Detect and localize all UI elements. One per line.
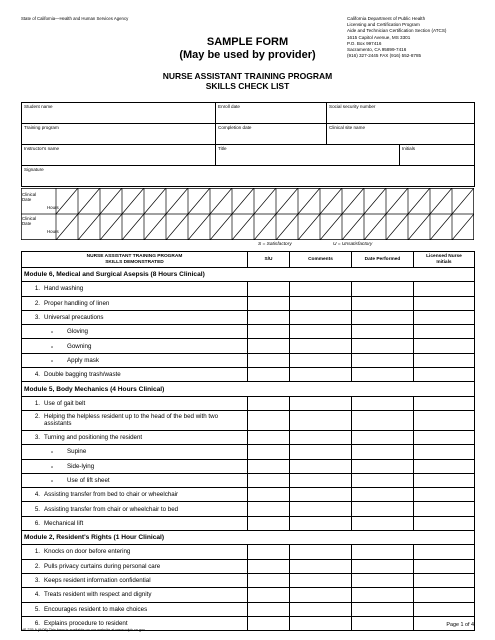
program-title: NURSE ASSISTANT TRAINING PROGRAM bbox=[162, 71, 333, 81]
date-hours-divider bbox=[210, 214, 232, 240]
date-performed-cell[interactable] bbox=[352, 282, 414, 296]
skills-header-row bbox=[22, 252, 475, 268]
skills-column-header: NURSE ASSISTANT TRAINING PROGRAM SKILLS DEMONSTRATED bbox=[22, 252, 248, 268]
date-performed-cell[interactable] bbox=[352, 559, 414, 573]
date-hours-divider bbox=[122, 188, 144, 214]
skill-name-cell bbox=[22, 410, 248, 430]
nurse-initials-cell[interactable] bbox=[414, 588, 475, 602]
comments-cell[interactable] bbox=[290, 459, 352, 473]
date-performed-cell[interactable] bbox=[352, 296, 414, 310]
date-performed-cell[interactable] bbox=[352, 488, 414, 502]
skill-name-cell bbox=[22, 502, 248, 516]
skill-name-cell bbox=[22, 488, 248, 502]
su-cell[interactable] bbox=[248, 296, 290, 310]
bullet-icon: o bbox=[51, 344, 53, 349]
agency-right-line: (916) 327-2445 FAX (916) 552-8785 bbox=[347, 53, 422, 59]
su-cell[interactable] bbox=[248, 488, 290, 502]
skill-number: 1. bbox=[34, 399, 40, 407]
checklist-title: SKILLS CHECK LIST bbox=[205, 81, 290, 91]
su-cell[interactable] bbox=[248, 396, 290, 410]
hours-label: Hours bbox=[47, 229, 59, 234]
su-cell[interactable] bbox=[248, 325, 290, 339]
nurse-initials-cell[interactable] bbox=[414, 339, 475, 353]
legend-unsatisfactory: U = Unsatisfactory bbox=[333, 242, 373, 247]
bullet-icon: o bbox=[51, 450, 53, 455]
su-cell[interactable] bbox=[248, 573, 290, 587]
date-performed-cell[interactable] bbox=[352, 310, 414, 324]
date-hours-divider bbox=[276, 188, 298, 214]
skill-text: Hand washing bbox=[44, 285, 84, 293]
skill-name-cell bbox=[22, 516, 248, 530]
skill-row bbox=[22, 368, 475, 382]
skill-name-cell bbox=[22, 573, 248, 587]
training-program-label: Training program bbox=[24, 125, 59, 130]
su-cell[interactable] bbox=[248, 473, 290, 487]
comments-cell[interactable] bbox=[290, 616, 352, 630]
date-hours-divider bbox=[364, 214, 386, 240]
date-hours-divider bbox=[364, 188, 386, 214]
date-performed-cell[interactable] bbox=[352, 445, 414, 459]
nurse-initials-cell[interactable] bbox=[414, 353, 475, 367]
student-name-field[interactable] bbox=[22, 103, 216, 124]
skill-text: Mechanical lift bbox=[44, 519, 84, 527]
skill-text: Double bagging trash/waste bbox=[44, 371, 121, 379]
skill-row bbox=[22, 445, 475, 459]
module-title-text: Module 6, Medical and Surgical Asepsis (8 Hours Clinical) bbox=[24, 271, 205, 279]
comments-cell[interactable] bbox=[290, 282, 352, 296]
skill-number: 2. bbox=[34, 299, 40, 307]
comments-column-header: Comments bbox=[290, 252, 352, 268]
skill-name-cell bbox=[22, 602, 248, 616]
agency-right-line: California Department of Public Health bbox=[347, 16, 426, 21]
nurse-initials-column-header: Licensed Nurse Initials bbox=[414, 252, 475, 268]
nurse-initials-cell[interactable] bbox=[414, 459, 475, 473]
skill-text: Explains procedure to resident bbox=[44, 619, 128, 627]
date-hours-divider bbox=[78, 188, 100, 214]
module-row bbox=[22, 531, 475, 545]
bullet-icon: o bbox=[51, 330, 53, 335]
signature-field[interactable] bbox=[22, 166, 475, 187]
su-cell[interactable] bbox=[248, 502, 290, 516]
skill-text: Encourages resident to make choices bbox=[44, 605, 148, 613]
date-hours-divider bbox=[408, 214, 430, 240]
comments-cell[interactable] bbox=[290, 410, 352, 430]
skill-row bbox=[22, 602, 475, 616]
nurse-initials-cell[interactable] bbox=[414, 325, 475, 339]
skills-table bbox=[21, 251, 475, 631]
date-hours-divider bbox=[342, 188, 364, 214]
instructor-name-field[interactable] bbox=[22, 145, 216, 166]
date-hours-divider bbox=[386, 188, 408, 214]
bullet-icon: o bbox=[51, 479, 53, 483]
agency-right-line: Sacramento, CA 95899-7416 bbox=[347, 47, 407, 53]
student-name-label: Student name bbox=[24, 104, 53, 109]
comments-cell[interactable] bbox=[290, 430, 352, 444]
su-cell[interactable] bbox=[248, 459, 290, 473]
date-performed-cell[interactable] bbox=[352, 473, 414, 487]
date-hours-divider bbox=[254, 214, 276, 240]
comments-cell[interactable] bbox=[290, 545, 352, 559]
skill-row bbox=[22, 396, 475, 410]
skill-number: 2. bbox=[34, 562, 40, 570]
date-hours-divider bbox=[78, 214, 100, 240]
date-hours-divider bbox=[210, 188, 232, 214]
skill-name-cell bbox=[22, 353, 248, 367]
clinical-grid-svg[interactable] bbox=[21, 188, 474, 240]
skill-number: 4. bbox=[34, 371, 40, 379]
date-hours-divider bbox=[298, 188, 320, 214]
skill-name-cell bbox=[22, 368, 248, 382]
module-row bbox=[22, 382, 475, 396]
date-hours-divider bbox=[320, 214, 342, 240]
comments-cell[interactable] bbox=[290, 396, 352, 410]
nurse-initials-cell[interactable] bbox=[414, 573, 475, 587]
comments-cell[interactable] bbox=[290, 488, 352, 502]
skill-text: Pulls privacy curtains during personal care bbox=[44, 562, 161, 570]
su-cell[interactable] bbox=[248, 368, 290, 382]
clinical-label: Clinical bbox=[22, 216, 37, 221]
sub-skill-text: Apply mask bbox=[67, 356, 99, 364]
module-title-text: Module 5, Body Mechanics (4 Hours Clinical) bbox=[24, 385, 165, 393]
su-column-header: S/U bbox=[248, 252, 290, 268]
comments-cell[interactable] bbox=[290, 353, 352, 367]
skill-text: Proper handling of linen bbox=[44, 299, 110, 307]
sub-skill-text: Gloving bbox=[67, 328, 88, 336]
form-title: SAMPLE FORM bbox=[206, 36, 289, 48]
nurse-initials-cell[interactable] bbox=[414, 282, 475, 296]
comments-cell[interactable] bbox=[290, 473, 352, 487]
agency-right-line: Aide and Technician Certification Section (ATCS) bbox=[347, 28, 447, 34]
date-performed-cell[interactable] bbox=[352, 430, 414, 444]
clinical-label: Clinical bbox=[22, 192, 37, 197]
skill-row bbox=[22, 473, 475, 487]
date-hours-divider bbox=[188, 188, 210, 214]
completion-date-field[interactable] bbox=[216, 124, 327, 145]
date-hours-divider bbox=[144, 188, 166, 214]
nurse-initials-cell[interactable] bbox=[414, 410, 475, 430]
nurse-initials-cell[interactable] bbox=[414, 559, 475, 573]
date-hours-divider bbox=[408, 188, 430, 214]
initials-label: Initials bbox=[402, 146, 416, 151]
date-performed-cell[interactable] bbox=[352, 353, 414, 367]
nurse-initials-cell[interactable] bbox=[414, 310, 475, 324]
agency-left: State of California—Health and Human Services Agency bbox=[21, 16, 129, 21]
completion-date-label: Completion date bbox=[218, 125, 252, 130]
date-performed-cell[interactable] bbox=[352, 516, 414, 530]
comments-cell[interactable] bbox=[290, 502, 352, 516]
skill-row bbox=[22, 410, 475, 430]
su-cell[interactable] bbox=[248, 616, 290, 630]
skill-number: 3. bbox=[34, 577, 40, 585]
skill-text: Helping the helpless resident up to the head of the bed with two assistants bbox=[44, 413, 219, 428]
comments-cell[interactable] bbox=[290, 573, 352, 587]
nurse-initials-cell[interactable] bbox=[414, 602, 475, 616]
skill-row bbox=[22, 545, 475, 559]
nurse-initials-cell[interactable] bbox=[414, 516, 475, 530]
nurse-initials-cell[interactable] bbox=[414, 502, 475, 516]
skill-row bbox=[22, 282, 475, 296]
skill-name-cell bbox=[22, 325, 248, 339]
date-hours-divider bbox=[430, 188, 452, 214]
skill-name-cell bbox=[22, 459, 248, 473]
date-hours-divider bbox=[320, 188, 342, 214]
comments-cell[interactable] bbox=[290, 588, 352, 602]
skill-text: Treats resident with respect and dignity bbox=[44, 591, 152, 599]
date-hours-divider bbox=[232, 214, 254, 240]
bullet-icon: o bbox=[51, 358, 53, 363]
su-cell[interactable] bbox=[248, 282, 290, 296]
date-hours-divider bbox=[276, 214, 298, 240]
date-performed-cell[interactable] bbox=[352, 545, 414, 559]
date-performed-cell[interactable] bbox=[352, 573, 414, 587]
skill-name-cell bbox=[22, 545, 248, 559]
date-hours-divider bbox=[122, 214, 144, 240]
date-label: Date bbox=[22, 221, 32, 226]
sub-skill-text: Use of lift sheet bbox=[67, 477, 110, 484]
nurse-initials-cell[interactable] bbox=[414, 488, 475, 502]
comments-cell[interactable] bbox=[290, 516, 352, 530]
date-performed-cell[interactable] bbox=[352, 502, 414, 516]
date-performed-cell[interactable] bbox=[352, 325, 414, 339]
su-cell[interactable] bbox=[248, 545, 290, 559]
sub-skill-text: Gowning bbox=[67, 342, 92, 350]
skill-number: 3. bbox=[34, 434, 40, 442]
comments-cell[interactable] bbox=[290, 445, 352, 459]
clinical-site-field[interactable] bbox=[327, 124, 475, 145]
date-label: Date bbox=[22, 197, 32, 202]
form-number-footer: HS 276 A (9/08) This form is available on our website at www.cdph.ca.gov bbox=[21, 628, 146, 632]
module-title bbox=[22, 268, 475, 282]
skill-number: 3. bbox=[34, 314, 40, 322]
su-cell[interactable] bbox=[248, 559, 290, 573]
skill-name-cell bbox=[22, 339, 248, 353]
date-hours-divider bbox=[452, 214, 474, 240]
date-hours-divider bbox=[56, 188, 78, 214]
skill-row bbox=[22, 310, 475, 324]
date-performed-cell[interactable] bbox=[352, 396, 414, 410]
date-hours-divider bbox=[452, 188, 474, 214]
su-cell[interactable] bbox=[248, 516, 290, 530]
comments-cell[interactable] bbox=[290, 339, 352, 353]
date-performed-cell[interactable] bbox=[352, 368, 414, 382]
skill-number: 5. bbox=[34, 605, 40, 613]
date-performed-column-header: Date Performed bbox=[352, 252, 414, 268]
skill-number: 6. bbox=[34, 619, 40, 627]
nurse-initials-cell[interactable] bbox=[414, 368, 475, 382]
sub-skill-text: Side-lying bbox=[67, 462, 95, 470]
skill-text: Use of gait belt bbox=[44, 399, 86, 407]
date-hours-divider bbox=[188, 214, 210, 240]
skill-number: 5. bbox=[34, 505, 40, 513]
hours-label: Hours bbox=[47, 205, 59, 210]
date-hours-divider bbox=[232, 188, 254, 214]
skill-number: 1. bbox=[34, 285, 40, 293]
date-hours-divider bbox=[166, 214, 188, 240]
signature-label: Signature bbox=[24, 167, 44, 172]
skill-text: Knocks on door before entering bbox=[44, 548, 131, 556]
date-hours-divider bbox=[386, 214, 408, 240]
su-cell[interactable] bbox=[248, 410, 290, 430]
skill-row bbox=[22, 559, 475, 573]
ssn-field[interactable] bbox=[327, 103, 475, 124]
skill-text: Keeps resident information confidential bbox=[44, 577, 151, 585]
skill-number: 6. bbox=[34, 519, 40, 527]
date-performed-cell[interactable] bbox=[352, 602, 414, 616]
comments-cell[interactable] bbox=[290, 310, 352, 324]
skill-number: 4. bbox=[34, 491, 40, 499]
date-hours-divider bbox=[56, 214, 78, 240]
title-field[interactable] bbox=[216, 145, 400, 166]
comments-cell[interactable] bbox=[290, 368, 352, 382]
su-cell[interactable] bbox=[248, 430, 290, 444]
skill-name-cell bbox=[22, 430, 248, 444]
skill-row bbox=[22, 588, 475, 602]
comments-cell[interactable] bbox=[290, 296, 352, 310]
sub-skill-text: Supine bbox=[67, 448, 87, 456]
skill-row bbox=[22, 459, 475, 473]
skill-name-cell bbox=[22, 559, 248, 573]
skill-name-cell bbox=[22, 396, 248, 410]
su-cell[interactable] bbox=[248, 353, 290, 367]
skill-number: 1. bbox=[34, 548, 40, 556]
su-cell[interactable] bbox=[248, 445, 290, 459]
date-hours-divider bbox=[100, 214, 122, 240]
skill-name-cell bbox=[22, 310, 248, 324]
skill-number: 2. bbox=[34, 413, 40, 421]
skill-row bbox=[22, 573, 475, 587]
skill-row bbox=[22, 502, 475, 516]
enroll-date-label: Enroll date bbox=[218, 104, 240, 109]
skill-name-cell bbox=[22, 473, 248, 487]
nurse-initials-cell[interactable] bbox=[414, 396, 475, 410]
student-info-table bbox=[21, 102, 475, 187]
date-hours-divider bbox=[430, 214, 452, 240]
instructor-name-label: Instructor's name bbox=[24, 146, 60, 151]
skill-name-cell bbox=[22, 588, 248, 602]
date-performed-cell[interactable] bbox=[352, 459, 414, 473]
skill-name-cell bbox=[22, 282, 248, 296]
skill-row bbox=[22, 516, 475, 530]
legend-satisfactory: S = Satisfactory bbox=[258, 242, 292, 247]
date-hours-divider bbox=[254, 188, 276, 214]
ssn-label: Social security number bbox=[329, 104, 376, 109]
module-title bbox=[22, 382, 475, 396]
initials-field[interactable] bbox=[400, 145, 475, 166]
module-title bbox=[22, 531, 475, 545]
nurse-initials-cell[interactable] bbox=[414, 430, 475, 444]
skill-text: Universal precautions bbox=[44, 314, 104, 322]
date-hours-divider bbox=[342, 214, 364, 240]
date-performed-cell[interactable] bbox=[352, 410, 414, 430]
date-performed-cell[interactable] bbox=[352, 588, 414, 602]
su-cell[interactable] bbox=[248, 310, 290, 324]
su-cell[interactable] bbox=[248, 588, 290, 602]
skill-name-cell bbox=[22, 445, 248, 459]
comments-cell[interactable] bbox=[290, 325, 352, 339]
date-performed-cell[interactable] bbox=[352, 339, 414, 353]
skill-number: 4. bbox=[34, 591, 40, 599]
skill-row bbox=[22, 325, 475, 339]
date-hours-divider bbox=[298, 214, 320, 240]
date-hours-divider bbox=[100, 188, 122, 214]
agency-right-line: P.O. Box 997416 bbox=[347, 40, 382, 46]
skill-row bbox=[22, 296, 475, 310]
skill-text: Assisting transfer from bed to chair or wheelchair bbox=[44, 491, 179, 499]
skill-text: Assisting transfer from chair or wheelchair to bed bbox=[44, 505, 179, 513]
su-cell[interactable] bbox=[248, 339, 290, 353]
clinical-site-label: Clinical site name bbox=[329, 125, 365, 130]
agency-right-line: Licensing and Certification Program bbox=[347, 22, 420, 28]
form-title-note: (May be used by provider) bbox=[179, 49, 316, 61]
agency-right-line: 1615 Capitol Avenue, MS 3301 bbox=[347, 34, 411, 40]
nurse-initials-cell[interactable] bbox=[414, 296, 475, 310]
nurse-initials-cell[interactable] bbox=[414, 473, 475, 487]
comments-cell[interactable] bbox=[290, 602, 352, 616]
training-program-field[interactable] bbox=[22, 124, 216, 145]
skill-row bbox=[22, 339, 475, 353]
module-title-text: Module 2, Resident's Rights (1 Hour Clinical) bbox=[24, 534, 165, 542]
su-cell[interactable] bbox=[248, 602, 290, 616]
date-hours-divider bbox=[166, 188, 188, 214]
nurse-initials-cell[interactable] bbox=[414, 445, 475, 459]
enroll-date-field[interactable] bbox=[216, 103, 327, 124]
module-row bbox=[22, 268, 475, 282]
date-hours-divider bbox=[144, 214, 166, 240]
skill-row bbox=[22, 430, 475, 444]
nurse-initials-cell[interactable] bbox=[414, 545, 475, 559]
skill-text: Turning and positioning the resident bbox=[44, 434, 143, 442]
skill-row bbox=[22, 488, 475, 502]
page-number: Page 1 of 4 bbox=[446, 622, 474, 628]
comments-cell[interactable] bbox=[290, 559, 352, 573]
date-performed-cell[interactable] bbox=[352, 616, 414, 630]
bullet-icon: o bbox=[51, 464, 53, 469]
clinical-date-hours-grid bbox=[21, 188, 474, 245]
skill-name-cell bbox=[22, 296, 248, 310]
title-label: Title bbox=[218, 146, 227, 151]
skill-row bbox=[22, 353, 475, 367]
